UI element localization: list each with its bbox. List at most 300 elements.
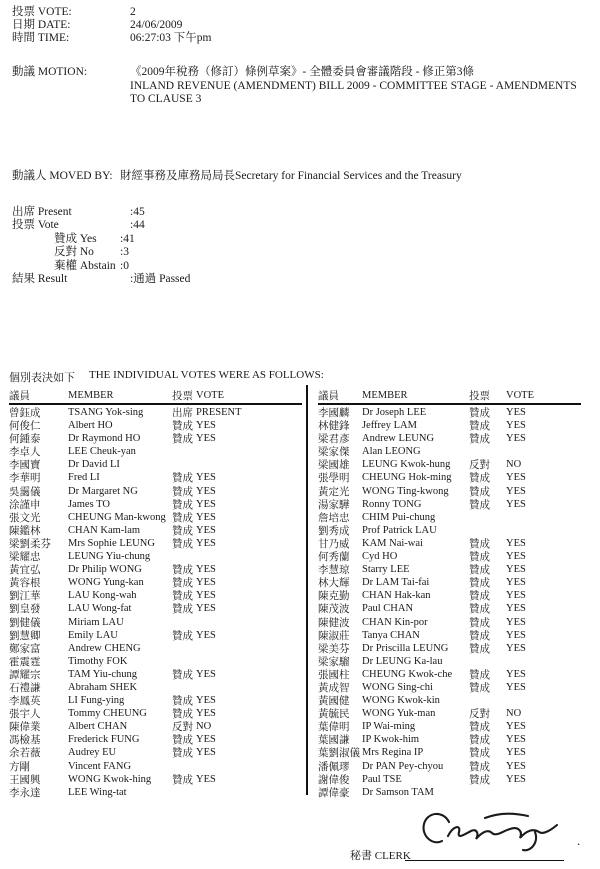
clerk-label: 秘書 CLERK	[350, 850, 411, 862]
result-label: 結果 Result	[12, 273, 68, 286]
member-name-en: WONG Kwok-hing	[68, 773, 152, 785]
vote-value-en: YES	[506, 498, 526, 510]
vote-value-en: NO	[196, 721, 212, 733]
member-vote-row	[9, 418, 302, 431]
member-name-en: Prof Patrick LAU	[362, 524, 437, 536]
member-vote-row	[9, 693, 302, 706]
member-name-en: WONG Ting-kwong	[362, 485, 449, 497]
vote-value-zh: 贊成	[469, 748, 490, 760]
member-name-zh: 黃成智	[318, 682, 350, 694]
member-name-en: Dr Joseph LEE	[362, 407, 427, 418]
vote-value-en: YES	[506, 420, 526, 432]
member-name-zh: 陳茂波	[318, 604, 350, 616]
date-label: 日期 DATE:	[12, 19, 71, 31]
member-name-zh: 余若薇	[9, 748, 41, 760]
member-name-en: CHEUNG Man-kwong	[68, 511, 166, 523]
individual-votes-heading	[9, 369, 324, 385]
member-name-zh: 李華明	[9, 473, 41, 485]
member-name-en: LI Fung-ying	[68, 695, 125, 707]
vote-value-en: YES	[196, 734, 216, 746]
member-vote-row	[318, 510, 581, 523]
member-name-en: Starry LEE	[362, 564, 410, 576]
member-name-en: LEUNG Yiu-chung	[68, 551, 151, 563]
member-name-zh: 劉江華	[9, 591, 41, 603]
vote-count-value: :44	[130, 219, 145, 232]
vote-value-en: YES	[196, 524, 216, 536]
vote-number-row	[12, 6, 211, 19]
member-vote-row	[318, 628, 581, 641]
member-vote-row	[318, 405, 581, 418]
member-name-en: KAM Nai-wai	[362, 537, 423, 549]
date-value: 24/06/2009	[130, 19, 183, 31]
present-row	[12, 206, 190, 219]
vote-value-en: YES	[506, 537, 526, 549]
member-vote-row	[318, 706, 581, 719]
clerk-signature	[415, 808, 565, 856]
vote-value-en: YES	[196, 773, 216, 785]
vote-value-en: YES	[506, 734, 526, 746]
motion-title-zh: 《2009年稅務（修訂）條例草案》- 全體委員會審議階段 - 修正第3條	[130, 66, 475, 78]
column-header: MEMBER	[68, 390, 114, 401]
member-name-zh: 吳靄儀	[9, 486, 41, 498]
member-vote-row	[9, 510, 302, 523]
vote-value-en: YES	[506, 760, 526, 772]
vote-value-en: YES	[506, 433, 526, 445]
member-vote-row	[318, 693, 581, 706]
vote-value-zh: 贊成	[469, 682, 490, 694]
member-name-en: LEE Wing-tat	[68, 786, 127, 798]
member-vote-row	[318, 562, 581, 575]
vote-value-zh: 贊成	[172, 421, 193, 433]
vote-value-zh: 反對	[469, 709, 490, 721]
member-name-zh: 林大輝	[318, 578, 350, 590]
member-name-en: IP Wai-ming	[362, 721, 416, 733]
member-vote-row	[318, 785, 581, 798]
vote-value-en: YES	[506, 668, 526, 680]
member-name-zh: 梁家傑	[318, 447, 350, 459]
member-name-en: Dr Margaret NG	[68, 485, 138, 497]
member-name-zh: 李鳳英	[9, 696, 41, 708]
vote-value-zh: 贊成	[469, 774, 490, 786]
member-name-zh: 李慧琼	[318, 565, 350, 577]
member-name-en: Timothy FOK	[68, 655, 128, 667]
vote-value-en: YES	[196, 747, 216, 759]
vote-value-zh: 贊成	[172, 538, 193, 550]
table-divider-line	[306, 385, 308, 795]
abstain-count-row	[54, 260, 190, 273]
member-name-zh: 李卓人	[9, 447, 41, 459]
moved-by-block	[12, 170, 590, 184]
member-name-en: IP Kwok-him	[362, 734, 420, 746]
member-name-zh: 葉劉淑儀	[318, 748, 360, 760]
no-count-label: 反對 No	[54, 246, 94, 259]
vote-value-zh: 贊成	[469, 578, 490, 590]
member-name-en: CHAN Hak-kan	[362, 590, 431, 602]
member-name-zh: 劉健儀	[9, 617, 41, 629]
vote-value-zh: 贊成	[469, 669, 490, 681]
vote-value-en: YES	[196, 590, 216, 602]
member-name-en: Fred LI	[68, 472, 100, 484]
vote-meta-block	[12, 6, 211, 45]
vote-count-row	[12, 219, 190, 232]
member-name-en: Dr PAN Pey-chyou	[362, 760, 444, 772]
member-name-zh: 方剛	[9, 761, 30, 773]
vote-value-en: PRESENT	[196, 407, 242, 418]
member-name-en: Frederick FUNG	[68, 734, 140, 746]
vote-value-en: YES	[196, 485, 216, 497]
member-vote-row	[318, 654, 581, 667]
member-name-en: Albert HO	[68, 420, 113, 432]
individual-votes-heading-zh: 個別表決如下	[9, 372, 75, 384]
vote-value-zh: 贊成	[172, 486, 193, 498]
member-name-en: James TO	[68, 498, 110, 510]
member-name-zh: 梁劉柔芬	[9, 538, 51, 550]
vote-value-zh: 贊成	[172, 748, 193, 760]
member-vote-row	[9, 549, 302, 562]
member-name-en: Abraham SHEK	[68, 681, 138, 693]
vote-value-zh: 贊成	[469, 761, 490, 773]
member-vote-row	[9, 523, 302, 536]
yes-count-label: 贊成 Yes	[54, 232, 97, 245]
result-row	[12, 273, 190, 286]
column-header: 投票	[172, 391, 193, 402]
member-name-en: TSANG Yok-sing	[68, 407, 144, 418]
member-vote-row	[9, 680, 302, 693]
vote-value-zh: 贊成	[469, 735, 490, 747]
member-name-en: Vincent FANG	[68, 760, 132, 772]
vote-value-en: YES	[196, 420, 216, 432]
vote-value-en: YES	[506, 773, 526, 785]
vote-value-zh: 贊成	[469, 722, 490, 734]
member-name-zh: 李國寶	[9, 460, 41, 472]
member-name-en: Dr David LI	[68, 459, 120, 471]
member-name-zh: 潘佩璆	[318, 761, 350, 773]
vote-value-zh: 贊成	[469, 552, 490, 564]
vote-count-label: 投票 Vote	[12, 219, 59, 232]
vote-value-zh: 贊成	[172, 525, 193, 537]
vote-value-en: YES	[196, 498, 216, 510]
member-vote-row	[318, 523, 581, 536]
votes-table-left	[9, 388, 302, 798]
vote-value-en: YES	[506, 472, 526, 484]
member-vote-row	[9, 641, 302, 654]
member-vote-row	[9, 759, 302, 772]
member-name-en: Jeffrey LAM	[362, 420, 417, 432]
member-vote-row	[318, 601, 581, 614]
member-vote-row	[318, 575, 581, 588]
member-name-en: CHAN Kam-lam	[68, 524, 141, 536]
member-name-en: Dr Samson TAM	[362, 786, 434, 798]
member-name-en: Tommy CHEUNG	[68, 708, 147, 720]
member-name-zh: 李國麟	[318, 408, 350, 419]
vote-value-en: YES	[506, 551, 526, 563]
member-vote-row	[9, 745, 302, 758]
member-vote-row	[9, 588, 302, 601]
member-name-en: Paul TSE	[362, 773, 402, 785]
member-name-zh: 鄭家富	[9, 643, 41, 655]
member-name-zh: 謝偉俊	[318, 774, 350, 786]
vote-value-en: YES	[196, 708, 216, 720]
time-row	[12, 32, 211, 45]
vote-value-en: YES	[196, 629, 216, 641]
vote-value-zh: 贊成	[469, 538, 490, 550]
member-vote-row	[318, 497, 581, 510]
member-vote-row	[318, 745, 581, 758]
member-name-zh: 霍震霆	[9, 656, 41, 668]
vote-value-en: YES	[196, 668, 216, 680]
member-name-en: Mrs Sophie LEUNG	[68, 537, 155, 549]
member-name-en: Albert CHAN	[68, 721, 128, 733]
member-name-zh: 劉皇發	[9, 604, 41, 616]
member-vote-row	[318, 759, 581, 772]
member-name-zh: 譚偉豪	[318, 787, 350, 799]
member-name-zh: 黃容根	[9, 578, 41, 590]
motion-title-en: INLAND REVENUE (AMENDMENT) BILL 2009 - COMMITTEE STAGE - AMENDMENTS TO CLAUSE 3	[130, 79, 577, 105]
member-vote-row	[9, 536, 302, 549]
individual-votes-heading-en: THE INDIVIDUAL VOTES WERE AS FOLLOWS:	[89, 369, 324, 381]
member-vote-row	[9, 575, 302, 588]
member-vote-row	[9, 444, 302, 457]
member-name-zh: 黃毓民	[318, 709, 350, 721]
column-header: VOTE	[506, 390, 534, 401]
vote-value-en: YES	[506, 564, 526, 576]
motion-text	[130, 66, 590, 107]
member-vote-row	[318, 641, 581, 654]
member-name-zh: 梁美芬	[318, 643, 350, 655]
vote-value-en: YES	[196, 472, 216, 484]
member-vote-row	[9, 601, 302, 614]
vote-value-en: YES	[506, 721, 526, 733]
vote-value-zh: 贊成	[469, 604, 490, 616]
vote-value-zh: 贊成	[172, 774, 193, 786]
member-name-zh: 黃國健	[318, 696, 350, 708]
member-name-en: Andrew LEUNG	[362, 433, 435, 445]
member-vote-row	[9, 706, 302, 719]
vote-value-en: YES	[196, 433, 216, 445]
member-name-zh: 甘乃威	[318, 538, 350, 550]
member-vote-row	[9, 405, 302, 418]
vote-value-en: YES	[506, 747, 526, 759]
member-vote-row	[9, 732, 302, 745]
vote-summary-block	[12, 206, 190, 286]
motion-label: 動議 MOTION:	[12, 66, 88, 78]
member-vote-row	[318, 615, 581, 628]
vote-value-zh: 贊成	[469, 408, 490, 419]
member-name-en: WONG Yuk-man	[362, 708, 436, 720]
vote-value-zh: 反對	[469, 460, 490, 472]
vote-value-en: YES	[196, 695, 216, 707]
member-name-en: WONG Yung-kan	[68, 577, 144, 589]
member-name-zh: 劉秀成	[318, 525, 350, 537]
vote-value-zh: 贊成	[469, 434, 490, 446]
vote-value-zh: 贊成	[469, 473, 490, 485]
vote-value-zh: 贊成	[172, 735, 193, 747]
member-name-en: CHEUNG Hok-ming	[362, 472, 452, 484]
member-name-zh: 張學明	[318, 473, 350, 485]
member-vote-row	[318, 680, 581, 693]
vote-value-zh: 贊成	[172, 630, 193, 642]
member-name-zh: 李永達	[9, 787, 41, 799]
vote-value-zh: 贊成	[469, 565, 490, 577]
member-name-zh: 陳健波	[318, 617, 350, 629]
member-vote-row	[318, 772, 581, 785]
moved-by-label: 動議人 MOVED BY:	[12, 170, 113, 182]
vote-number-value: 2	[130, 6, 136, 18]
member-vote-row	[318, 431, 581, 444]
present-label: 出席 Present	[12, 206, 72, 218]
member-name-en: Ronny TONG	[362, 498, 422, 510]
member-name-en: Cyd HO	[362, 551, 398, 563]
member-name-en: LEE Cheuk-yan	[68, 446, 136, 458]
member-vote-row	[9, 470, 302, 483]
column-header: VOTE	[196, 390, 224, 401]
no-count-row	[54, 246, 190, 259]
member-name-zh: 陳偉業	[9, 722, 41, 734]
vote-value-en: YES	[506, 577, 526, 589]
vote-value-zh: 贊成	[469, 617, 490, 629]
member-name-en: LAU Kong-wah	[68, 590, 137, 602]
member-name-zh: 陳克勤	[318, 591, 350, 603]
vote-value-zh: 贊成	[469, 486, 490, 498]
vote-value-en: YES	[506, 681, 526, 693]
member-name-en: WONG Sing-chi	[362, 681, 433, 693]
yes-count-value: :41	[120, 232, 135, 245]
member-name-zh: 王國興	[9, 774, 41, 786]
member-name-zh: 葉國謙	[318, 735, 350, 747]
vote-value-zh: 贊成	[172, 696, 193, 708]
time-value: 06:27:03 下午pm	[130, 32, 212, 44]
member-vote-row	[9, 719, 302, 732]
vote-value-en: NO	[506, 708, 522, 720]
vote-value-en: YES	[506, 603, 526, 615]
member-name-zh: 張文光	[9, 512, 41, 524]
abstain-count-value: :0	[120, 259, 129, 272]
member-name-en: Dr Philip WONG	[68, 564, 142, 576]
vote-value-zh: 贊成	[172, 578, 193, 590]
member-name-en: Mrs Regina IP	[362, 747, 424, 759]
member-vote-row	[9, 654, 302, 667]
yes-count-row	[54, 233, 190, 246]
member-name-zh: 石禮謙	[9, 682, 41, 694]
member-name-zh: 譚耀宗	[9, 669, 41, 681]
column-header: 議員	[318, 391, 339, 402]
member-vote-row	[318, 667, 581, 680]
result-value: :通過 Passed	[130, 273, 191, 286]
member-name-en: CHIM Pui-chung	[362, 511, 436, 523]
member-vote-row	[9, 562, 302, 575]
abstain-count-label: 棄權 Abstain	[54, 259, 116, 272]
vote-value-zh: 贊成	[172, 434, 193, 446]
vote-value-en: YES	[506, 407, 526, 418]
member-name-en: CHAN Kin-por	[362, 616, 428, 628]
member-vote-row	[318, 732, 581, 745]
member-name-zh: 曾鈺成	[9, 408, 41, 419]
member-name-zh: 何秀蘭	[318, 552, 350, 564]
member-name-zh: 黃宜弘	[9, 565, 41, 577]
member-name-zh: 陳鑑林	[9, 525, 41, 537]
member-vote-row	[318, 588, 581, 601]
member-vote-row	[9, 785, 302, 798]
vote-value-zh: 贊成	[469, 499, 490, 511]
member-vote-row	[318, 418, 581, 431]
vote-value-zh: 贊成	[172, 565, 193, 577]
member-name-en: Tanya CHAN	[362, 629, 420, 641]
vote-value-zh: 贊成	[172, 669, 193, 681]
vote-value-en: YES	[506, 590, 526, 602]
member-name-en: Dr Priscilla LEUNG	[362, 642, 449, 654]
member-name-zh: 何鍾泰	[9, 434, 41, 446]
vote-value-en: YES	[196, 511, 216, 523]
member-vote-row	[9, 431, 302, 444]
motion-block	[12, 66, 590, 107]
member-name-en: Miriam LAU	[68, 616, 124, 628]
member-vote-row	[318, 470, 581, 483]
member-name-zh: 葉偉明	[318, 722, 350, 734]
vote-value-zh: 贊成	[172, 512, 193, 524]
member-name-en: Dr LEUNG Ka-lau	[362, 655, 443, 667]
member-name-en: Emily LAU	[68, 629, 118, 641]
votes-table-right	[318, 388, 581, 798]
member-vote-row	[318, 549, 581, 562]
member-name-en: WONG Kwok-kin	[362, 695, 440, 707]
member-name-zh: 林健鋒	[318, 421, 350, 433]
member-name-zh: 梁君彥	[318, 434, 350, 446]
column-header: 投票	[469, 391, 490, 402]
vote-value-en: YES	[506, 642, 526, 654]
vote-value-en: YES	[196, 564, 216, 576]
member-name-zh: 張宇人	[9, 709, 41, 721]
vote-value-en: YES	[506, 629, 526, 641]
vote-number-label: 投票 VOTE:	[12, 6, 72, 18]
member-name-zh: 梁國雄	[318, 460, 350, 472]
vote-value-zh: 贊成	[172, 709, 193, 721]
vote-value-en: YES	[506, 485, 526, 497]
member-vote-row	[318, 536, 581, 549]
signature-dot: .	[577, 833, 581, 848]
table-header-row	[318, 388, 581, 405]
vote-value-zh: 贊成	[172, 499, 193, 511]
member-name-en: Andrew CHENG	[68, 642, 141, 654]
member-vote-row	[318, 444, 581, 457]
member-name-en: Dr Raymond HO	[68, 433, 141, 445]
member-vote-row	[318, 457, 581, 470]
vote-value-en: YES	[196, 537, 216, 549]
member-name-zh: 涂謹申	[9, 499, 41, 511]
date-row	[12, 19, 211, 32]
member-name-en: CHEUNG Kwok-che	[362, 668, 453, 680]
member-name-en: Audrey EU	[68, 747, 117, 759]
no-count-value: :3	[120, 246, 129, 259]
member-vote-row	[9, 628, 302, 641]
vote-value-zh: 反對	[172, 722, 193, 734]
member-name-en: LAU Wong-fat	[68, 603, 132, 615]
member-vote-row	[318, 719, 581, 732]
member-vote-row	[9, 615, 302, 628]
member-vote-row	[9, 457, 302, 470]
vote-value-zh: 贊成	[172, 604, 193, 616]
member-name-zh: 張國柱	[318, 669, 350, 681]
vote-value-en: YES	[196, 603, 216, 615]
member-name-en: Alan LEONG	[362, 446, 421, 458]
moved-by-value: 財經事務及庫務局局長Secretary for Financial Services and the Treasury	[120, 170, 462, 182]
member-name-zh: 梁耀忠	[9, 552, 41, 564]
vote-value-zh: 贊成	[172, 473, 193, 485]
member-vote-row	[9, 497, 302, 510]
member-name-zh: 梁家騮	[318, 656, 350, 668]
vote-value-zh: 贊成	[172, 591, 193, 603]
clerk-signature-line	[405, 860, 564, 861]
member-name-zh: 黃定光	[318, 486, 350, 498]
